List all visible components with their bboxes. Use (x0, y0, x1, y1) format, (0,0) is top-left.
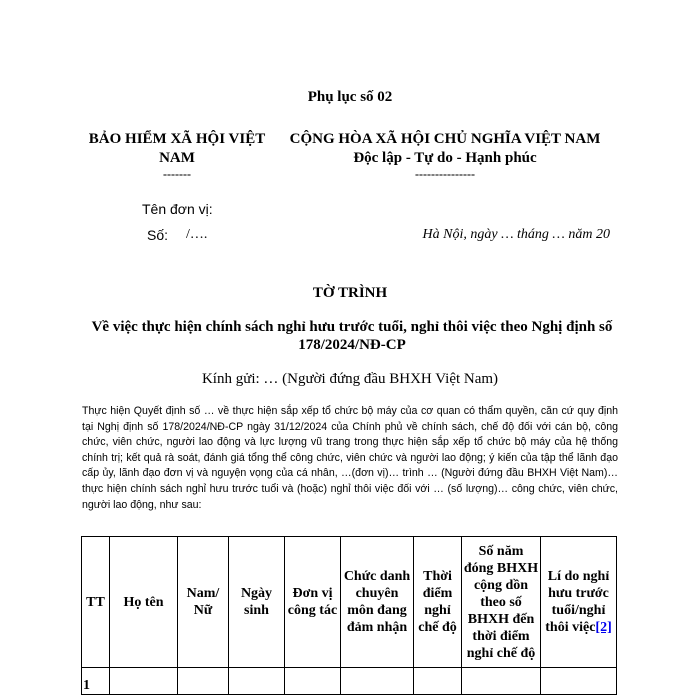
document-subject: Về việc thực hiện chính sách nghỉ hưu trước tuổi, nghỉ thôi việc theo Nghị định số 178/2024/NĐ-CP (91, 319, 613, 353)
national-divider: --------------- (415, 167, 475, 181)
org-name-line2: NAM (159, 150, 195, 166)
row-tt: 1 (82, 668, 110, 695)
document-number-value: /…. (186, 227, 208, 242)
document-number-label: Số: (147, 227, 169, 243)
table-header-row (82, 537, 617, 668)
header-unit: Đơn vị công tác (285, 537, 341, 668)
header-reason-text: Lí do nghỉ hưu trước tuổi/nghỉ thôi việc (545, 569, 610, 635)
national-title: CỘNG HÒA XÃ HỘI CHỦ NGHĨA VIỆT NAM (289, 131, 601, 147)
retirement-table (81, 536, 617, 695)
appendix-label: Phụ lục số 02 (307, 89, 393, 105)
row-cell (229, 668, 285, 695)
footnote-link[interactable]: [2] (595, 620, 612, 635)
header-time: Thời điểm nghỉ chế độ (414, 537, 462, 668)
row-cell (285, 668, 341, 695)
header-dob: Ngày sinh (229, 537, 285, 668)
row-cell (110, 668, 178, 695)
header-reason (541, 537, 617, 668)
header-years: Số năm đóng BHXH cộng dồn theo số BHXH đến thời điểm nghỉ chế độ (462, 537, 541, 668)
header-name: Họ tên (110, 537, 178, 668)
row-cell (178, 668, 229, 695)
header-tt: TT (82, 537, 110, 668)
org-divider: ------- (163, 167, 191, 181)
table-row (82, 668, 617, 695)
header-position: Chức danh chuyên môn đang đảm nhận (341, 537, 414, 668)
addressee: Kính gửi: … (Người đứng đầu BHXH Việt Nam) (201, 371, 499, 387)
unit-name-label: Tên đơn vị: (142, 201, 213, 217)
row-cell (462, 668, 541, 695)
body-paragraph: Thực hiện Quyết định số … về thực hiện sắp xếp tổ chức bộ máy của cơ quan có thẩm quyền, căn cứ quy định tại Nghị định số 178/2024/NĐ-CP ngày 31/12/2024 của Chính phủ về chính sách, chế độ đối với cán bộ, công chức, viên chức, người lao động và lực lượng vũ trang trong thực hiện sắp xếp tổ chức bộ máy của hệ thống chính trị; kết quả rà soát, đánh giá tổng thể công chức, viên chức và người lao động; ý kiến của tập thể lãnh đạo cấp ủy, lãnh đạo đơn vị và nguyện vọng của cá nhân, …(đơn vị)… trình … (Người đứng đầu BHXH Việt Nam)… thực hiện chính sách nghỉ hưu trước tuổi và (hoặc) nghỉ thôi việc đối với … (số lượng)… công chức, viên chức, người lao động, như sau: (82, 405, 618, 511)
national-motto: Độc lập - Tự do - Hạnh phúc (353, 150, 537, 166)
org-name-line1: BẢO HIỂM XÃ HỘI VIỆT (88, 131, 266, 147)
issuing-organization (82, 130, 272, 180)
national-heading (280, 130, 610, 180)
row-cell (541, 668, 617, 695)
document-title: TỜ TRÌNH (312, 285, 388, 301)
header-gender: Nam/ Nữ (178, 537, 229, 668)
row-cell (341, 668, 414, 695)
place-date: Hà Nội, ngày … tháng … năm 20 (422, 227, 610, 242)
row-cell (414, 668, 462, 695)
